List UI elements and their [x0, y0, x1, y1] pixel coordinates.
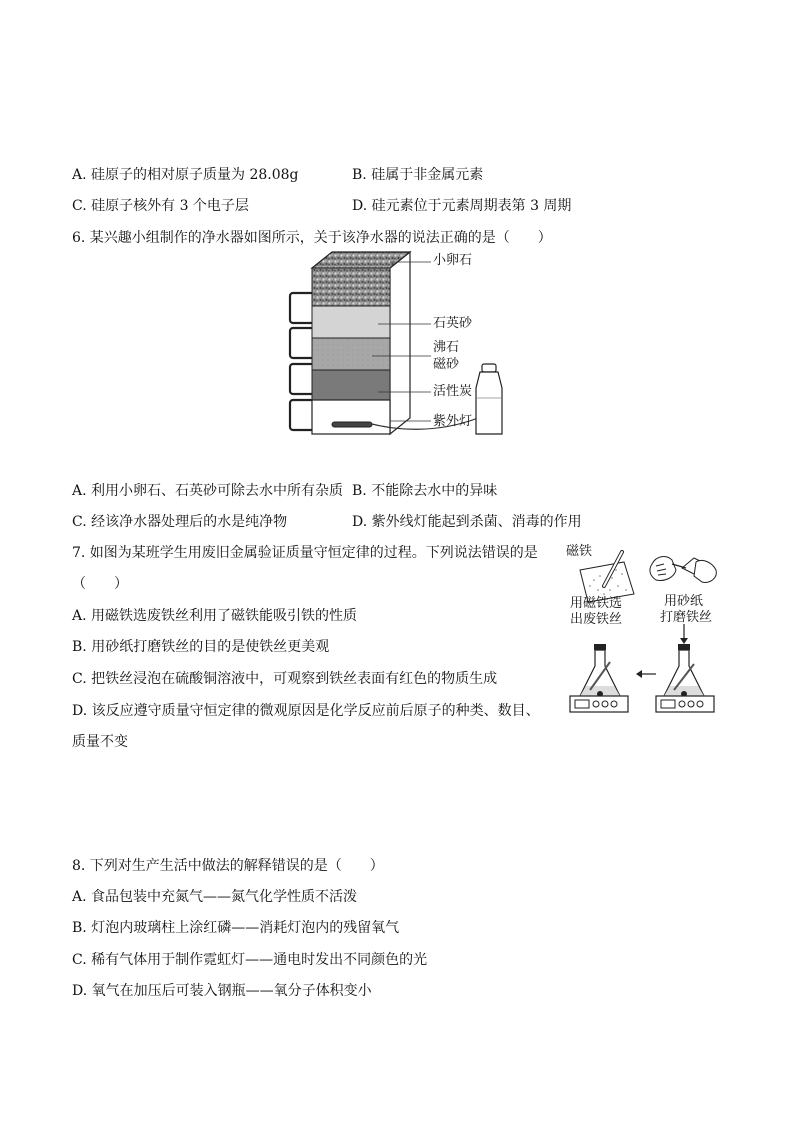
water-purifier-figure [286, 248, 516, 440]
q7-option-c: C. 把铁丝浸泡在硫酸铜溶液中，可观察到铁丝表面有红色的物质生成 [72, 671, 498, 687]
balance-right-button-2 [688, 701, 694, 707]
balance-left-button-3 [611, 701, 617, 707]
handle-4 [290, 400, 314, 430]
quartz-sand-layer [312, 306, 390, 338]
balance-right-display [661, 700, 675, 708]
balance-right-button-3 [697, 701, 703, 707]
q7-option-b: B. 用砂纸打磨铁丝的目的是使铁丝更美观 [72, 639, 330, 655]
q8-option-c: C. 稀有气体用于制作霓虹灯——通电时发出不同颜色的光 [72, 952, 428, 968]
label-step2-line2: 打磨铁丝 [660, 610, 713, 625]
balance-left-button-2 [602, 701, 608, 707]
q5-option-d: D. 硅元素位于元素周期表第 3 周期 [352, 198, 572, 214]
q6-option-c: C. 经该净水器处理后的水是纯净物 [72, 514, 288, 530]
q5-option-c: C. 硅原子核外有 3 个电子层 [72, 198, 249, 214]
balance-left-display [575, 700, 589, 708]
q8-stem: 8. 下列对生产生活中做法的解释错误的是（ ） [72, 858, 384, 874]
purifier-side-face [390, 252, 410, 434]
arrow-down-head [680, 638, 688, 644]
label-step1-line2: 出废铁丝 [570, 612, 623, 627]
q8-option-a: A. 食品包装中充氮气——氮气化学性质不活泼 [72, 889, 358, 905]
label-step2-line1: 用砂纸 [664, 594, 704, 609]
balance-right-button-1 [679, 701, 685, 707]
mass-conservation-diagram [560, 540, 726, 722]
q7-option-d-line2: 质量不变 [72, 734, 128, 750]
label-pebble: 小卵石 [433, 253, 473, 268]
pebble-layer [312, 268, 390, 306]
label-step1-line1: 用磁铁选 [570, 596, 623, 611]
q6-stem: 6. 某兴趣小组制作的净水器如图所示，关于该净水器的说法正确的是（ ） [72, 230, 552, 246]
handle-2 [290, 328, 314, 358]
water-purifier-diagram [286, 248, 516, 440]
q6-option-a: A. 利用小卵石、石英砂可除去水中所有杂质 [72, 483, 344, 499]
label-magnet: 磁铁 [566, 544, 593, 559]
q7-stem: 7. 如图为某班学生用废旧金属验证质量守恒定律的过程。下列说法错误的是 [72, 545, 538, 561]
handle-3 [290, 364, 314, 394]
q8-option-b: B. 灯泡内玻璃柱上涂红磷——消耗灯泡内的残留氧气 [72, 920, 400, 936]
q7-stem-blank: （ ） [72, 576, 128, 592]
flask-right [664, 644, 704, 697]
q7-option-d-line1: D. 该反应遵守质量守恒定律的微观原因是化学反应前后原子的种类、数目、 [72, 703, 540, 719]
label-uv-lamp: 紫外灯 [433, 414, 473, 429]
balance-left-button-1 [593, 701, 599, 707]
arrow-left-head [636, 670, 642, 678]
q6-option-d: D. 紫外线灯能起到杀菌、消毒的作用 [352, 514, 582, 530]
label-magnetite: 磁砂 [433, 357, 460, 372]
label-quartz-sand: 石英砂 [433, 316, 473, 331]
label-zeolite: 沸石 [433, 340, 460, 355]
q7-option-a: A. 用磁铁选废铁丝利用了磁铁能吸引铁的性质 [72, 608, 358, 624]
zeolite-layer [312, 338, 390, 370]
q6-option-b: B. 不能除去水中的异味 [352, 483, 498, 499]
uv-lamp [332, 422, 372, 427]
flask-left [580, 644, 620, 697]
q5-option-b: B. 硅属于非金属元素 [352, 167, 484, 183]
carbon-layer [312, 370, 390, 400]
sanding-hands-illustration [650, 557, 716, 583]
lamp-compartment [312, 400, 390, 434]
magnet-paper-illustration [580, 552, 634, 602]
label-activated-carbon: 活性炭 [433, 384, 473, 399]
q5-option-a: A. 硅原子的相对原子质量为 28.08g [72, 167, 299, 183]
handle-1 [290, 293, 314, 323]
power-bottle [476, 364, 502, 434]
q8-option-d: D. 氧气在加压后可装入钢瓶——氧分子体积变小 [72, 983, 372, 999]
mass-conservation-figure [560, 540, 726, 722]
